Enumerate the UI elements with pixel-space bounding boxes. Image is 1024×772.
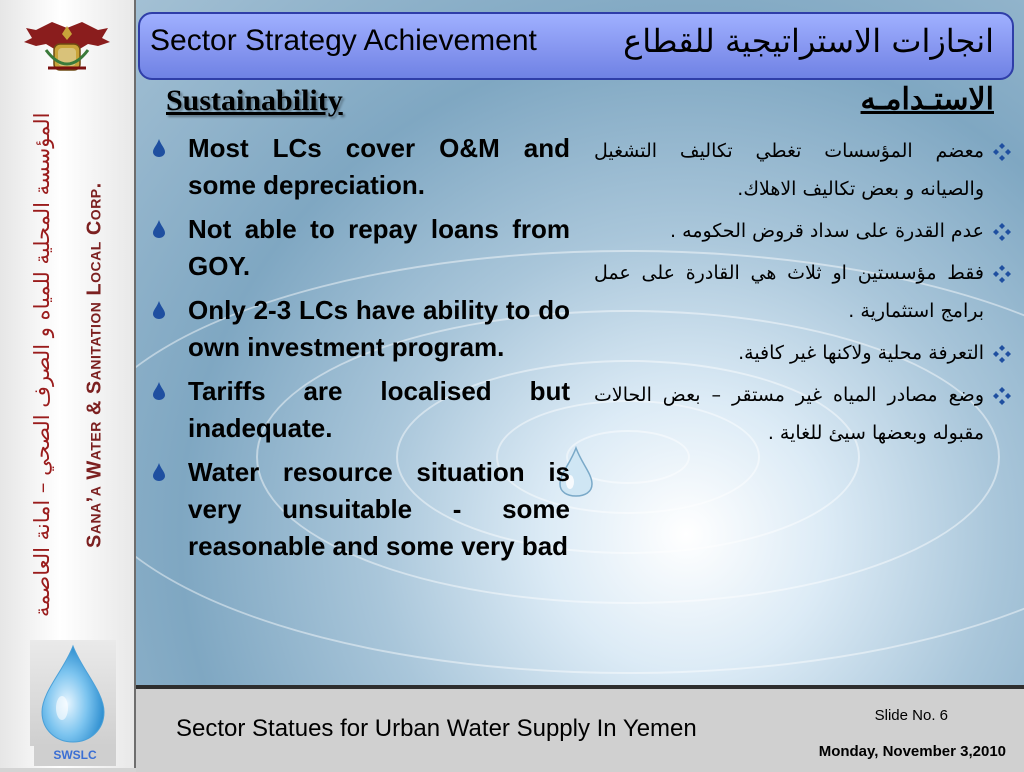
english-point-text: Tariffs are localised but inadequate. <box>188 376 570 443</box>
arabic-point-text: التعرفة محلية ولاكنها غير كافية. <box>738 342 984 364</box>
drop-bullet-icon <box>152 381 166 401</box>
english-point-text: Not able to repay loans from GOY. <box>188 214 570 281</box>
arabic-point-text: وضع مصادر المياه غير مستقر – بعض الحالات مقبوله وبعضها سيئ للغاية . <box>594 384 984 444</box>
organization-name-vertical <box>14 92 120 638</box>
slide-title-english: Sector Strategy Achievement <box>150 24 537 57</box>
english-point-text: Only 2-3 LCs have ability to do own investment program. <box>188 295 570 362</box>
title-bar <box>138 12 1014 80</box>
diamond-bullet-icon <box>992 344 1012 364</box>
list-item <box>594 132 1014 208</box>
diamond-bullet-icon <box>992 222 1012 242</box>
footer-title: Sector Statues for Urban Water Supply In Yemen <box>176 715 697 742</box>
list-item <box>594 334 1014 372</box>
slide-footer <box>136 685 1024 772</box>
org-name-english: Sana’a Water & Sanitation Local Corp. <box>83 182 106 548</box>
list-item <box>146 373 570 447</box>
swslc-badge: SWSLC <box>34 744 116 766</box>
water-drop-icon <box>30 640 116 746</box>
list-item <box>146 292 570 366</box>
list-item <box>594 212 1014 250</box>
arabic-point-text: معضم المؤسسات تغطي تكاليف التشغيل والصيانه و بعض تكاليف الاهلاك. <box>594 140 984 200</box>
eagle-emblem-logo <box>22 20 112 80</box>
diamond-bullet-icon <box>992 386 1012 406</box>
org-name-arabic: المؤسسة المحلية للمياه و الصرف الصحي – امانة العاصمة <box>30 112 54 618</box>
diamond-bullet-icon <box>992 142 1012 162</box>
arabic-point-text: عدم القدرة على سداد قروض الحكومه . <box>670 220 984 242</box>
arabic-point-text: فقط مؤسستين او ثلاث هي القادرة على عمل برامج استثمارية . <box>594 262 984 322</box>
footer-date: Monday, November 3,2010 <box>818 743 1006 760</box>
arabic-bullet-list <box>594 132 1014 456</box>
section-heading-arabic: الاستـدامـه <box>860 82 994 117</box>
english-point-text: Most LCs cover O&M and some depreciation. <box>188 133 570 200</box>
drop-bullet-icon <box>152 138 166 158</box>
slide-title-arabic: انجازات الاستراتيجية للقطاع <box>623 22 994 60</box>
english-bullet-list <box>146 130 570 572</box>
list-item <box>146 211 570 285</box>
diamond-bullet-icon <box>992 264 1012 284</box>
list-item <box>594 254 1014 330</box>
drop-bullet-icon <box>152 219 166 239</box>
slide-number: Slide No. 6 <box>874 707 948 724</box>
slide-content <box>136 0 1024 685</box>
english-point-text: Water resource situation is very unsuitable - some reasonable and some very bad <box>188 457 570 561</box>
list-item <box>146 454 570 565</box>
section-heading-english: Sustainability <box>166 84 343 117</box>
drop-bullet-icon <box>152 462 166 482</box>
list-item <box>594 376 1014 452</box>
list-item <box>146 130 570 204</box>
sidebar <box>0 0 136 768</box>
water-drop-panel <box>30 640 116 746</box>
drop-bullet-icon <box>152 300 166 320</box>
